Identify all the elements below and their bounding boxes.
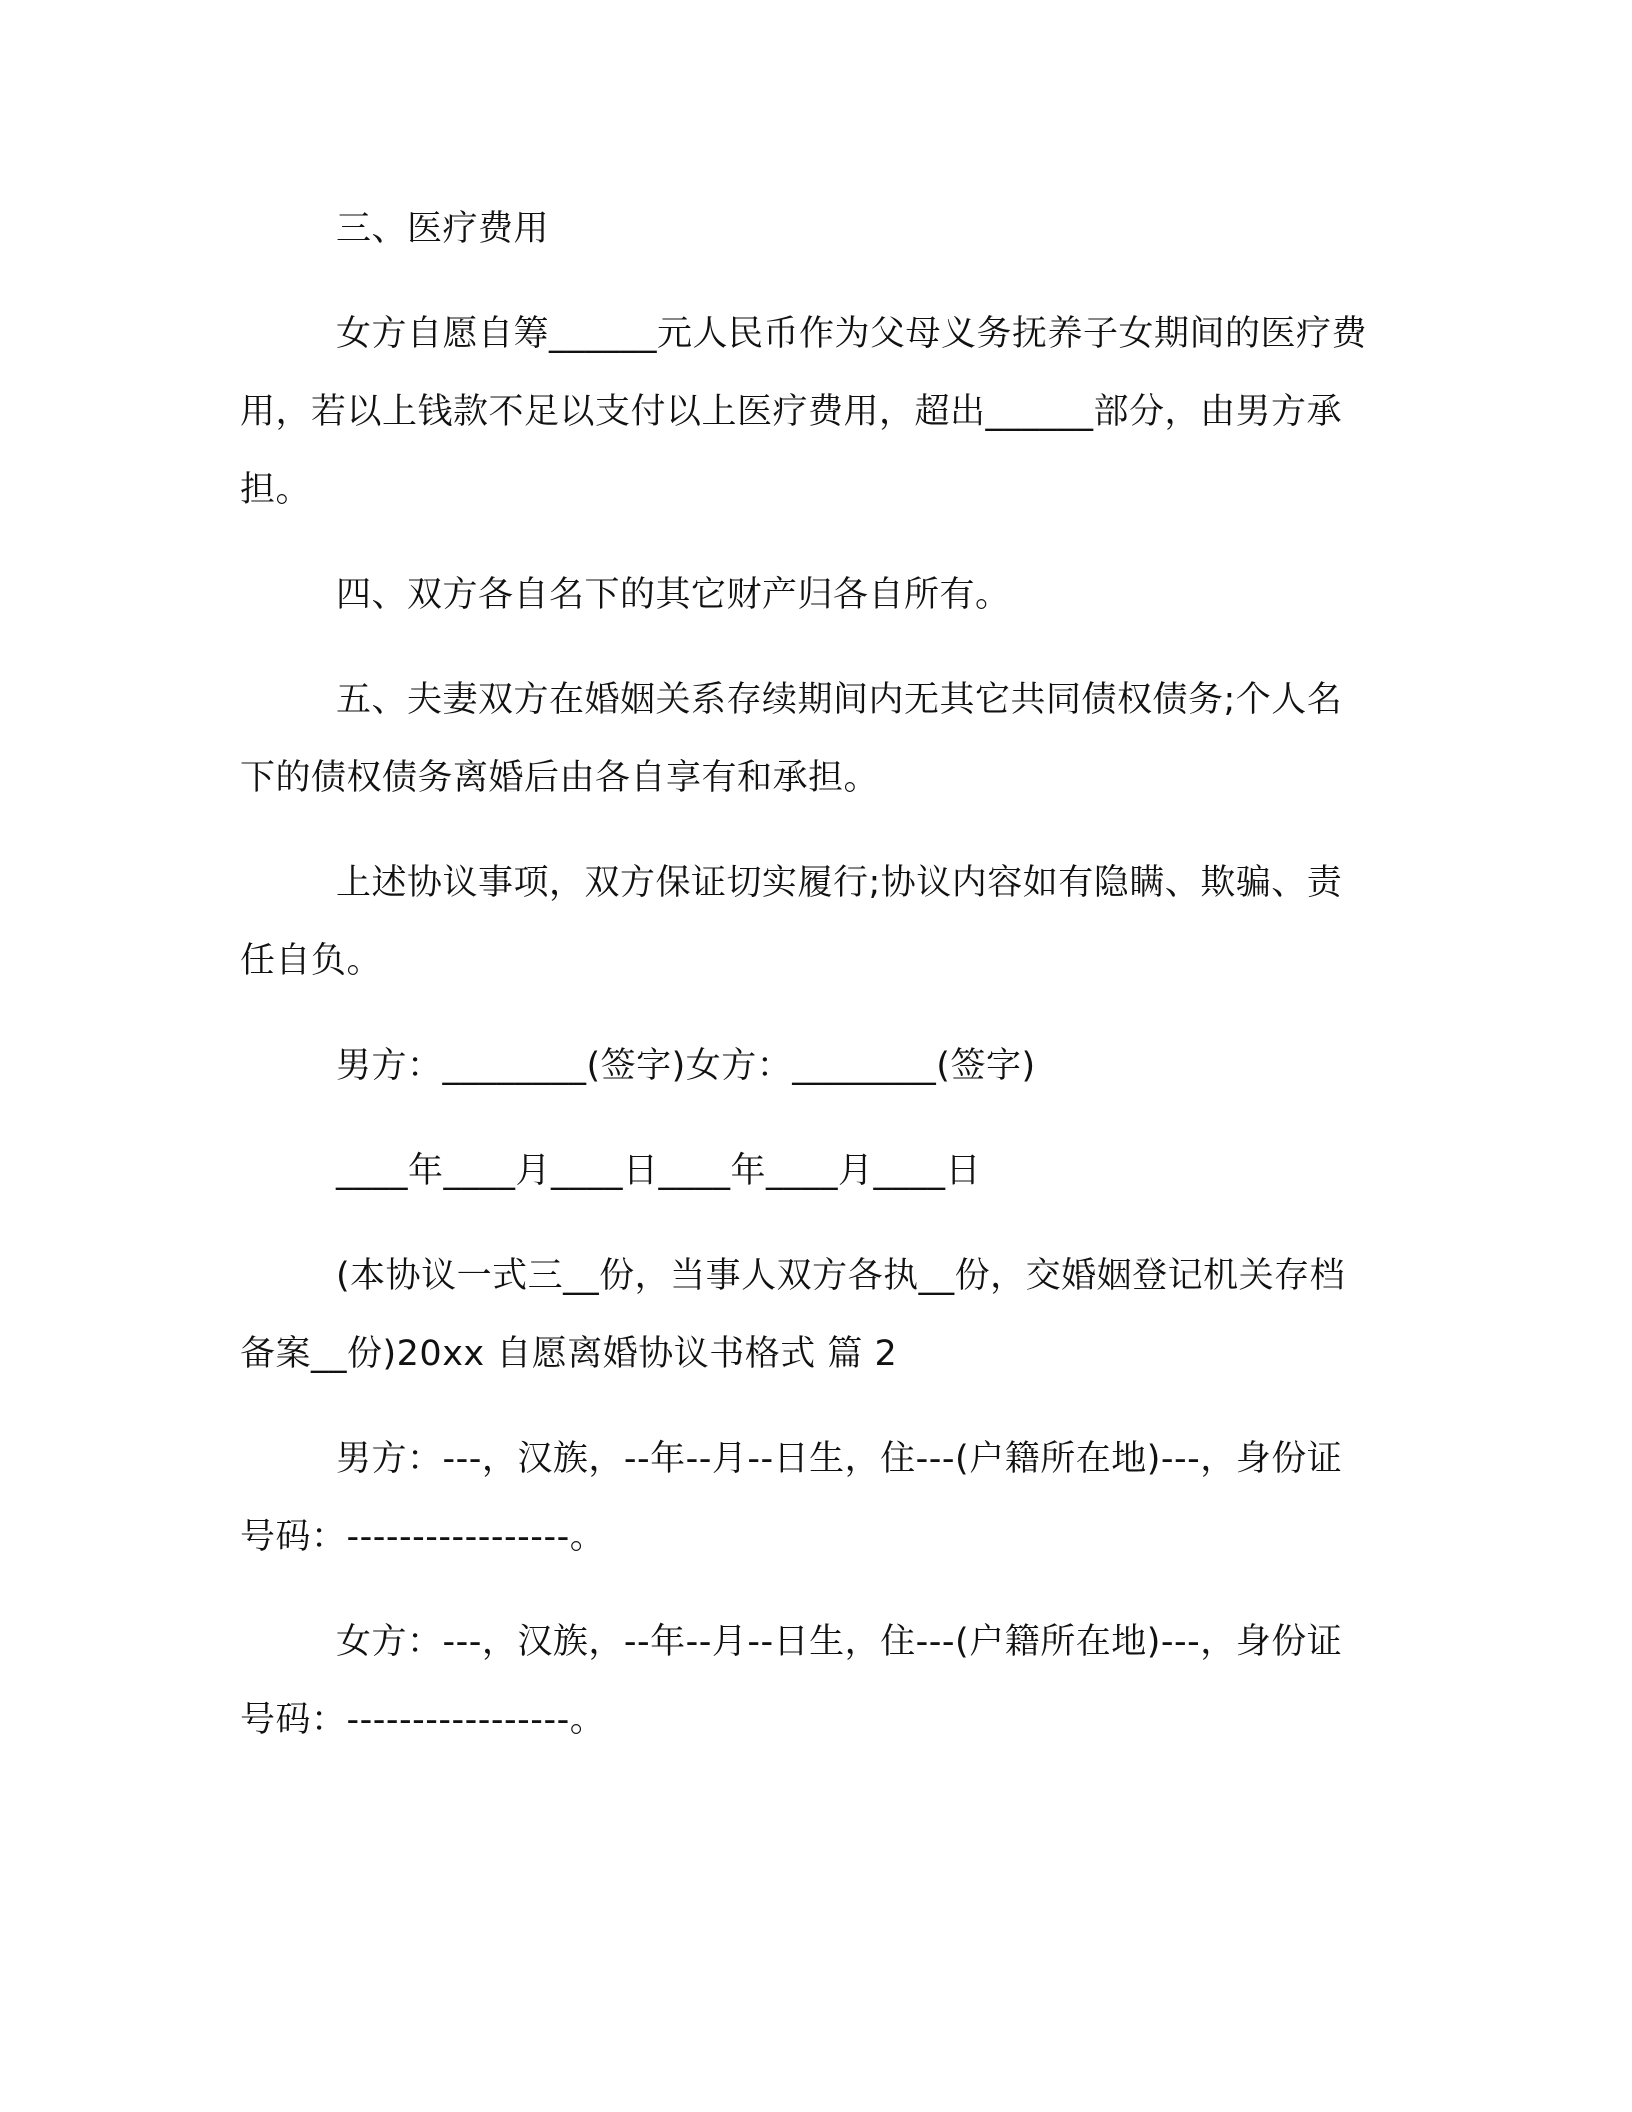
paragraph-guarantee: 上述协议事项，双方保证切实履行;协议内容如有隐瞒、欺骗、责任自负。 bbox=[240, 863, 1343, 981]
paragraph-medical-expenses: 女方自愿自筹______元人民币作为父母义务抚养子女期间的医疗费用，若以上钱款不足以支付以上医疗费用，超出______部分，由男方承担。 bbox=[240, 314, 1368, 510]
date-line: ____年____月____日____年____月____日 bbox=[336, 1151, 982, 1191]
paragraph-husband-info: 男方：---，汉族，--年--月--日生，住---(户籍所在地)---，身份证号码：-----------------。 bbox=[240, 1439, 1343, 1557]
signature-line: 男方：________(签字)女方：________(签字) bbox=[336, 1046, 1036, 1086]
section-heading-medical-expenses: 三、医疗费用 bbox=[336, 209, 550, 249]
paragraph-debts: 五、夫妻双方在婚姻关系存续期间内无其它共同债权债务;个人名下的债权债务离婚后由各自享有和承担。 bbox=[240, 680, 1343, 798]
paragraph-copies-note: (本协议一式三__份，当事人双方各执__份，交婚姻登记机关存档备案__份)20xx 自愿离婚协议书格式 篇 2 bbox=[240, 1256, 1346, 1374]
paragraph-separate-property: 四、双方各自名下的其它财产归各自所有。 bbox=[336, 575, 1011, 615]
paragraph-wife-info: 女方：---，汉族，--年--月--日生，住---(户籍所在地)---，身份证号码：-----------------。 bbox=[240, 1622, 1343, 1740]
document-body bbox=[240, 190, 1375, 1786]
